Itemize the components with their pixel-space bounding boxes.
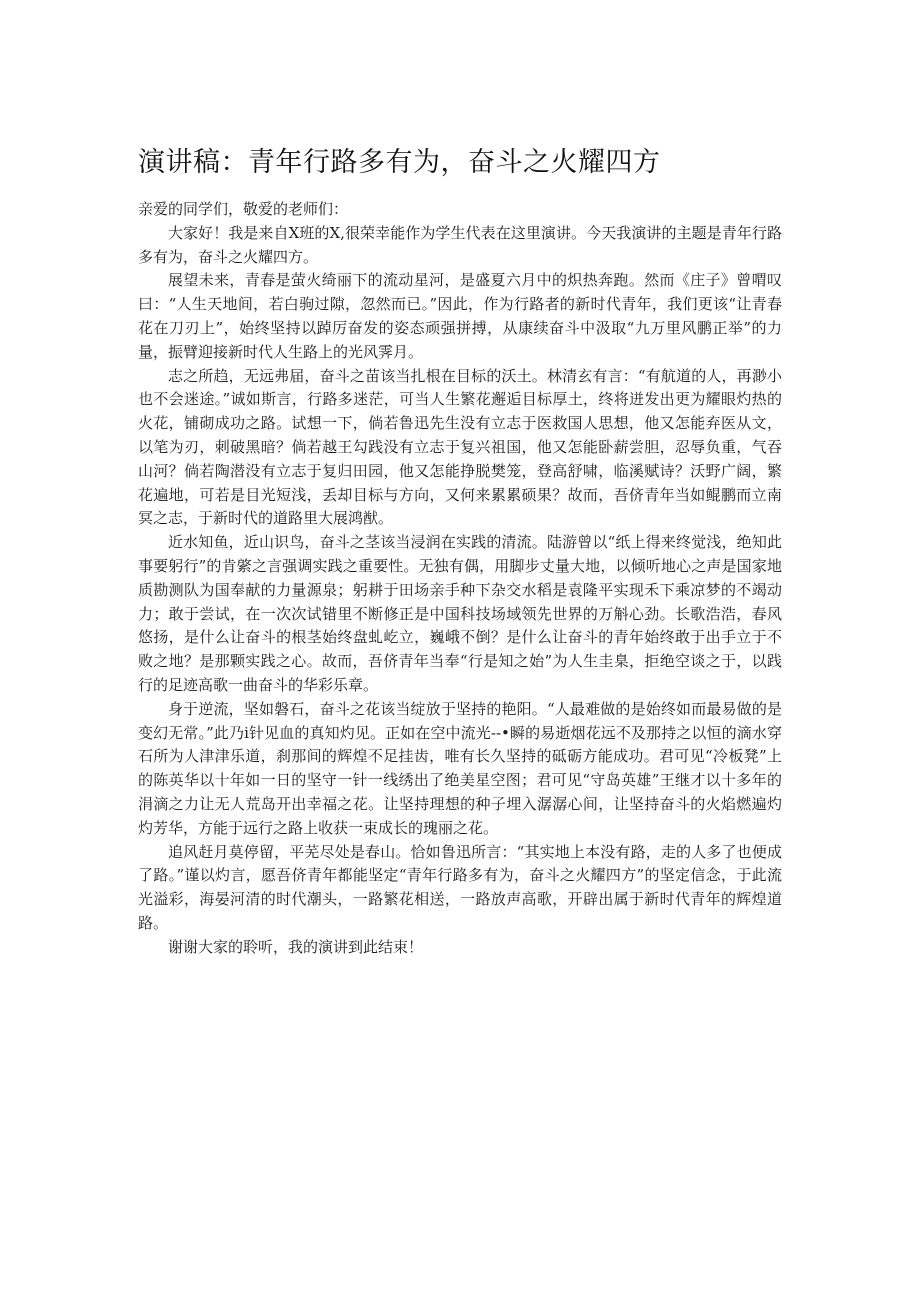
paragraph-conclusion: 追风赶月莫停留，平芜尽处是春山。恰如鲁迅所言：“其实地上本没有路，走的人多了也便成了路。”谨以灼言，愿吾侪青年都能坚定“青年行路多有为，奋斗之火耀四方”的坚定信念，于此流光溢彩，海晏河清的时代潮头，一路繁花相送，一路放声高歌，开辟出属于新时代青年的辉煌道路。 [138,842,782,932]
paragraph-intro: 大家好！我是来自X班的X,很荣幸能作为学生代表在这里演讲。今天我演讲的主题是青年行路多有为，奋斗之火耀四方。 [138,223,782,266]
document-body [138,198,782,960]
paragraph-outlook: 展望未来，青春是萤火绮丽下的流动星河，是盛夏六月中的炽热奔跑。然而《庄子》曾喟叹曰：“人生天地间，若白驹过隙，忽然而已。”因此，作为行路者的新时代青年，我们更该“让青春花在刀刃上”，始终坚持以踔厉奋发的姿态顽强拼搏，从康续奋斗中汲取“九万里风鹏正举”的力量，振臂迎接新时代人生路上的光风霁月。 [138,271,782,361]
paragraph-thanks: 谢谢大家的聆听，我的演讲到此结束！ [168,937,424,956]
paragraph-practice: 近水知鱼，近山识鸟，奋斗之茎该当浸润在实践的清流。陆游曾以“纸上得来终觉浅，绝知此事要躬行”的肯綮之言强调实践之重要性。无独有偶，用脚步丈量大地，以倾听地心之声是国家地质勘测队为国奉献的力量源泉；躬耕于田场亲手种下杂交水稻是袁隆平实现禾下乘凉梦的不竭动力；敢于尝试，在一次次试错里不断修正是中国科技场域领先世界的万斛心劲。长歌浩浩，春风悠扬，是什么让奋斗的根茎始终盘虬屹立，巍峨不倒？是什么让奋斗的青年始终敢于出手立于不败之地？是那颗实践之心。故而，吾侪青年当奉“行是知之始”为人生圭臬，拒绝空谈之于，以践行的足迹高歌一曲奋斗的华彩乐章。 [138,533,782,694]
paragraph-ambition: 志之所趋，无远弗届，奋斗之苗该当扎根在目标的沃土。林清玄有言：“有航道的人，再渺小也不会迷途。”诚如斯言，行路多迷茫，可当人生繁花邂逅目标厚土，终将迸发出更为耀眼灼热的火花，铺砌成功之路。试想一下，倘若鲁迅先生没有立志于医救国人思想，他又怎能弃医从文，以笔为刃，刺破黑暗？倘若越王勾践没有立志于复兴祖国，他又怎能卧薪尝胆，忍辱负重，气吞山河？倘若陶潜没有立志于复归田园，他又怎能挣脱樊笼，登高舒啸，临溪赋诗？沃野广阔，繁花遍地，可若是目光短浅，丢却目标与方向，又何来累累硕果？故而，吾侪青年当如鲲鹏而立南冥之志，于新时代的道路里大展鸿猷。 [138,366,782,528]
document-title: 演讲稿：青年行路多有为，奋斗之火耀四方 [138,147,661,178]
paragraph-persistence: 身于逆流，坚如磐石，奋斗之花该当绽放于坚持的艳阳。“人最难做的是始终如而最易做的是变幻无常。”此乃i针见血的真知灼见。正如在空中流光--•瞬的易逝烟花远不及那持之以恒的滴水穿石所为人津津乐道，刹那间的辉煌不足挂齿，唯有长久坚持的砥砺方能成功。君可见“冷板凳”上的陈英华以十年如一日的坚守一针一线绣出了绝美星空图；君可见“守岛英雄”王继才以十多年的涓滴之力让无人荒岛开出幸福之花。让坚持理想的种子埋入潺潺心间，让坚持奋斗的火焰燃遍灼灼芳华，方能于远行之路上收获一束成长的瑰丽之花。 [138,699,782,837]
greeting: 亲爱的同学们，敬爱的老师们： [138,200,349,218]
